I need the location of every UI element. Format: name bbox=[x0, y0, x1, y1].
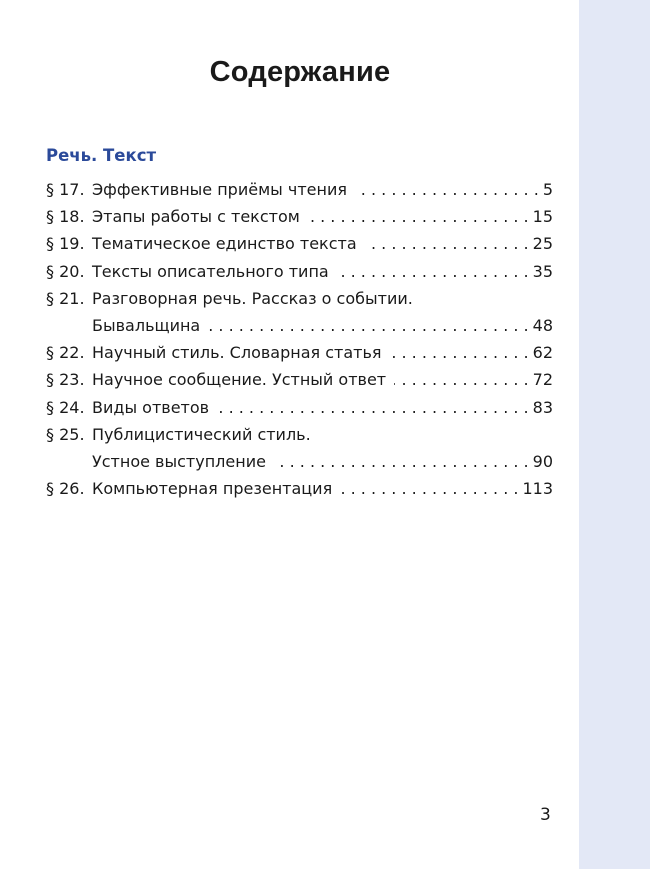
toc-entry-number: § 23. bbox=[46, 370, 85, 390]
toc-entry-title: Этапы работы с текстом bbox=[92, 207, 300, 227]
toc-entry-title: Тексты описательного типа bbox=[92, 261, 329, 281]
toc-leader-dots bbox=[340, 475, 518, 502]
page-margin-strip bbox=[579, 0, 650, 869]
toc-entry-title-continued: Бывальщина bbox=[92, 315, 201, 335]
toc-entry-page: 83 bbox=[532, 397, 553, 417]
toc-entry-number: § 17. bbox=[46, 180, 85, 199]
toc-entry-number: § 19. bbox=[46, 234, 85, 254]
toc-leader-dots bbox=[217, 394, 529, 421]
toc-entry[interactable] bbox=[46, 339, 553, 366]
toc-leader-dots bbox=[208, 312, 528, 339]
toc-entry-title: Компьютерная презентация bbox=[92, 479, 333, 499]
toc-entry-page: 25 bbox=[532, 234, 553, 254]
toc-entry-page: 48 bbox=[532, 315, 553, 335]
toc-entry[interactable] bbox=[46, 394, 553, 421]
toc-entry-number: § 18. bbox=[46, 207, 85, 227]
toc-entry-page: 5 bbox=[542, 180, 553, 199]
toc-leader-dots bbox=[274, 448, 529, 475]
toc-leader-dots bbox=[390, 339, 529, 366]
toc-entry-title: Публицистический стиль. bbox=[92, 424, 311, 444]
toc-entry[interactable] bbox=[46, 258, 553, 285]
toc-entry[interactable] bbox=[46, 203, 553, 230]
toc-entry-page: 113 bbox=[522, 479, 553, 499]
section-heading: Речь. Текст bbox=[46, 146, 157, 165]
toc-leader-dots bbox=[394, 366, 529, 393]
toc-entry-title: Эффективные приёмы чтения bbox=[92, 180, 347, 199]
toc-entry-number: § 21. bbox=[46, 288, 85, 308]
toc-entry-page: 62 bbox=[532, 343, 553, 363]
toc-entry-page: 72 bbox=[532, 370, 553, 390]
page-number: 3 bbox=[540, 805, 551, 825]
toc-entry-number: § 24. bbox=[46, 397, 85, 417]
toc-leader-dots bbox=[337, 258, 529, 285]
toc-entry-title: Тематическое единство текста bbox=[92, 234, 357, 254]
toc-entry-number: § 20. bbox=[46, 261, 85, 281]
toc-entry[interactable] bbox=[46, 176, 553, 203]
toc-leader-dots bbox=[308, 203, 529, 230]
toc-entry-page: 15 bbox=[532, 207, 553, 227]
toc-leader-dots bbox=[365, 230, 529, 257]
toc-entry-title: Разговорная речь. Рассказ о событии. bbox=[92, 288, 413, 308]
toc-entry-page: 35 bbox=[532, 261, 553, 281]
table-of-contents bbox=[46, 176, 553, 502]
toc-entry-number: § 26. bbox=[46, 479, 85, 499]
toc-entry[interactable] bbox=[46, 475, 553, 502]
toc-entry-number: § 22. bbox=[46, 343, 85, 363]
toc-entry-number: § 25. bbox=[46, 424, 85, 444]
toc-entry-title: Научное сообщение. Устный ответ bbox=[92, 370, 387, 390]
toc-entry[interactable] bbox=[46, 230, 553, 257]
toc-leader-dots bbox=[355, 176, 539, 203]
toc-entry-title: Научный стиль. Словарная статья bbox=[92, 343, 382, 363]
toc-entry[interactable] bbox=[46, 366, 553, 393]
toc-entry[interactable] bbox=[46, 285, 553, 339]
page-title: Содержание bbox=[209, 56, 391, 88]
toc-entry-title-continued: Устное выступление bbox=[92, 451, 266, 471]
toc-entry-page: 90 bbox=[532, 451, 553, 471]
toc-entry-title: Виды ответов bbox=[92, 397, 210, 417]
toc-entry[interactable] bbox=[46, 421, 553, 475]
